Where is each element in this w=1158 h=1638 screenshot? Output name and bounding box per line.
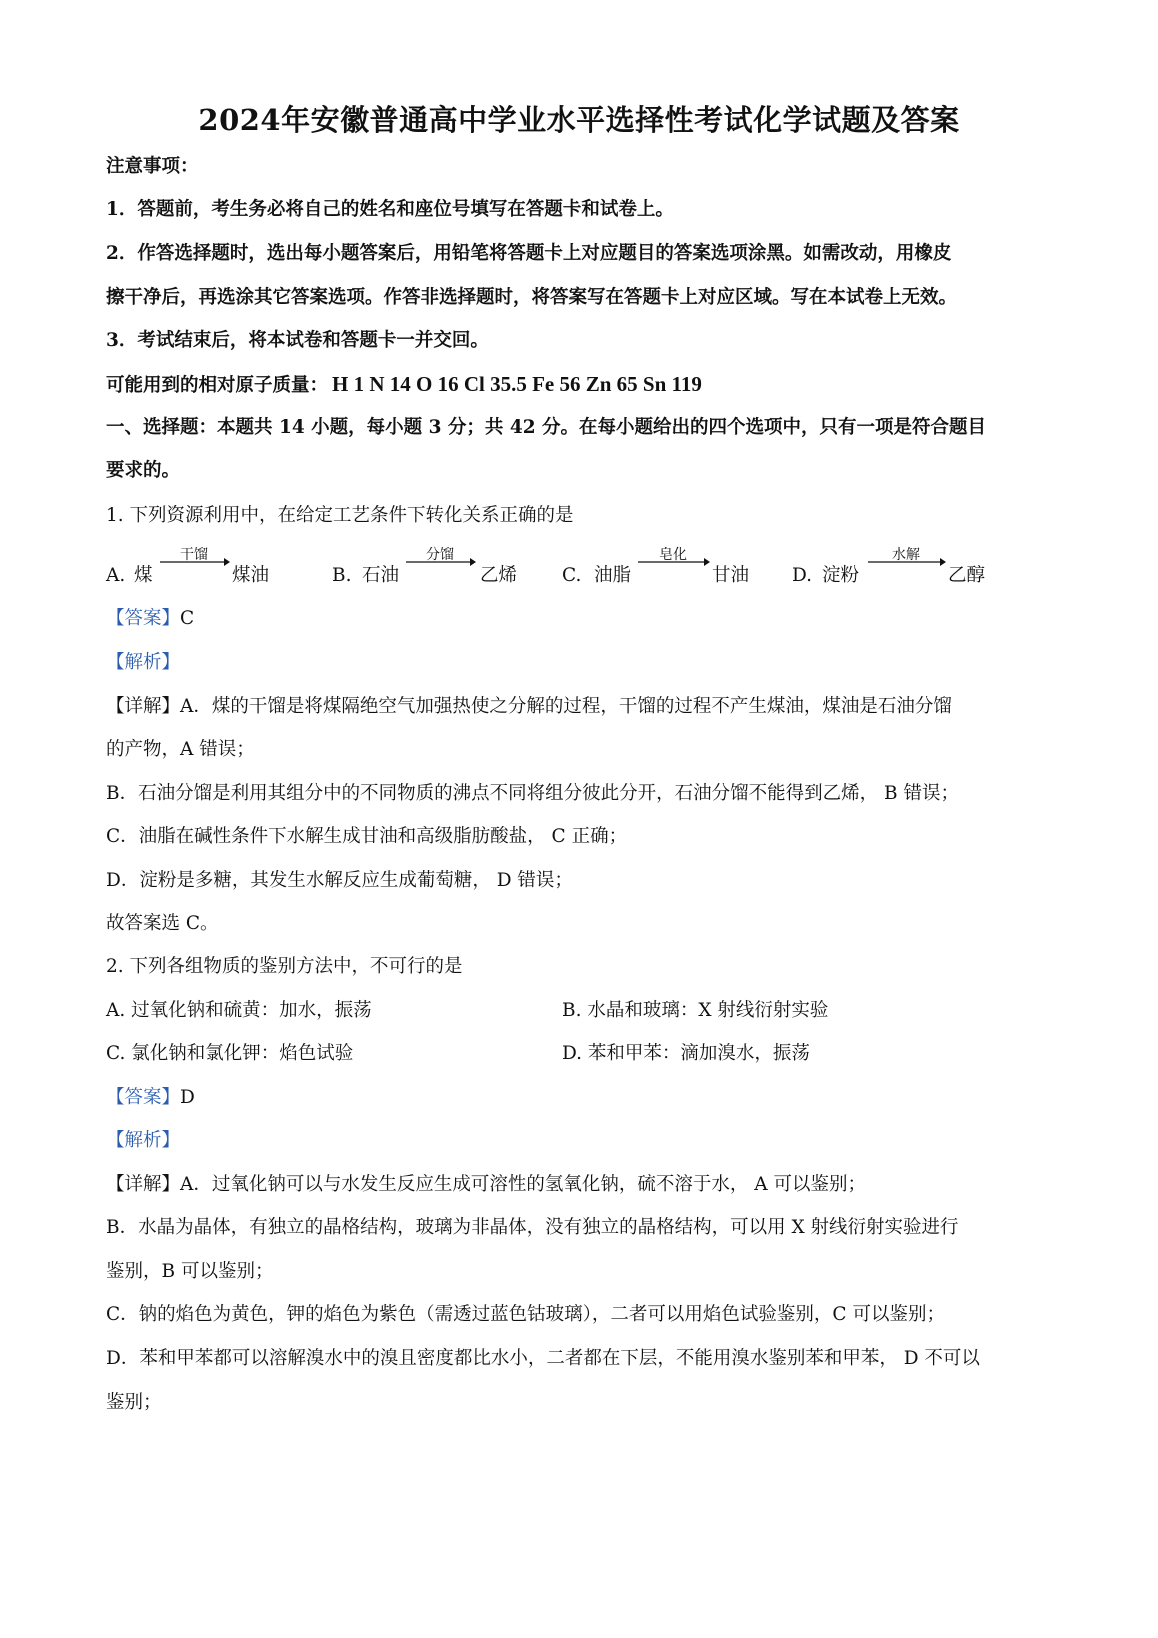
q1-option-d-to: 乙醇 <box>948 565 986 586</box>
q1-analysis-label: 【解析】 <box>106 652 181 673</box>
notice-item-1: 1．答题前，考生务必将自己的姓名和座位号填写在答题卡和试卷上。 <box>106 199 674 220</box>
q2-option-d: D. 苯和甲苯：滴加溴水，振荡 <box>562 1043 810 1064</box>
q2-analysis-label: 【解析】 <box>106 1130 181 1151</box>
q1-option-a-to: 煤油 <box>232 565 270 586</box>
arrow-icon <box>636 556 710 568</box>
q2-detail-line-3: 鉴别，B 可以鉴别； <box>106 1261 274 1282</box>
notice-item-3: 3．考试结束后，将本试卷和答题卡一并交回。 <box>106 330 489 351</box>
q1-option-b-condition: 分馏 <box>426 547 454 563</box>
section1-heading-cont: 要求的。 <box>106 460 181 481</box>
q2-detail-line-2: B．水晶为晶体，有独立的晶格结构，玻璃为非晶体，没有独立的晶格结构，可以用 X 射线衍射实验进行 <box>106 1217 959 1238</box>
notice-item-2-cont: 擦干净后，再选涂其它答案选项。作答非选择题时，将答案写在答题卡上对应区域。写在本试卷上无效。 <box>106 287 958 308</box>
q1-option-d-letter: D. <box>792 565 813 586</box>
q1-answer-label: 【答案】 <box>106 608 181 629</box>
q2-option-b: B. 水晶和玻璃：X 射线衍射实验 <box>562 1000 829 1021</box>
arrow-icon <box>404 556 476 568</box>
page-title: 2024年安徽普通高中学业水平选择性考试化学试题及答案 <box>198 103 960 137</box>
q1-option-c-letter: C. <box>562 565 582 586</box>
q2-stem: 2. 下列各组物质的鉴别方法中，不可行的是 <box>106 956 463 977</box>
q1-option-a-from: 煤 <box>134 565 153 586</box>
q1-stem: 1. 下列资源利用中，在给定工艺条件下转化关系正确的是 <box>106 505 574 526</box>
arrow-icon <box>158 556 230 568</box>
notice-heading: 注意事项： <box>106 156 199 177</box>
q1-option-b-arrow <box>404 546 476 576</box>
q2-answer-value: D <box>180 1087 195 1108</box>
q1-detail-line-4: C．油脂在碱性条件下水解生成甘油和高级脂肪酸盐， C 正确； <box>106 826 628 847</box>
q1-option-d-condition: 水解 <box>892 547 920 563</box>
q2-answer-label: 【答案】 <box>106 1087 181 1108</box>
q2-option-c: C. 氯化钠和氯化钾：焰色试验 <box>106 1043 354 1064</box>
arrow-icon <box>866 556 946 568</box>
q1-option-c-condition: 皂化 <box>659 547 687 563</box>
q2-detail-line-6: 鉴别； <box>106 1392 162 1413</box>
q1-detail-line-2: 的产物，A 错误； <box>106 739 255 760</box>
section1-heading: 一、选择题：本题共 14 小题，每小题 3 分；共 42 分。在每小题给出的四个选项中，只有一项是符合题目 <box>106 417 987 438</box>
q2-detail-label: 【详解】 <box>106 1174 181 1195</box>
q2-detail-line-5: D．苯和甲苯都可以溶解溴水中的溴且密度都比水小，二者都在下层，不能用溴水鉴别苯和甲苯， D 不可以 <box>106 1348 980 1369</box>
atomic-mass-line <box>106 371 1066 399</box>
q1-option-c-arrow <box>636 546 710 576</box>
q1-detail-text-1: A．煤的干馏是将煤隔绝空气加强热使之分解的过程，干馏的过程不产生煤油，煤油是石油分馏 <box>180 696 952 717</box>
q1-option-c-from: 油脂 <box>594 565 632 586</box>
q1-detail-line-5: D．淀粉是多糖，其发生水解反应生成葡萄糖， D 错误； <box>106 870 573 891</box>
q2-answer-line <box>106 1085 1066 1111</box>
q2-detail-text-1: A．过氧化钠可以与水发生反应生成可溶性的氢氧化钠，硫不溶于水， A 可以鉴别； <box>180 1174 867 1195</box>
atomic-mass-values: H 1 N 14 O 16 Cl 35.5 Fe 56 Zn 65 Sn 119 <box>332 372 702 396</box>
q1-detail-line-6: 故答案选 C。 <box>106 913 219 934</box>
q1-detail-label: 【详解】 <box>106 696 181 717</box>
q1-option-b-from: 石油 <box>362 565 400 586</box>
q1-option-b-to: 乙烯 <box>480 565 518 586</box>
q2-detail-line-1 <box>106 1172 1066 1198</box>
q1-option-c-to: 甘油 <box>712 565 750 586</box>
notice-item-2: 2．作答选择题时，选出每小题答案后，用铅笔将答题卡上对应题目的答案选项涂黑。如需改动，用橡皮 <box>106 243 952 264</box>
q1-detail-line-1 <box>106 694 1066 720</box>
q1-answer-line <box>106 606 1066 632</box>
q1-option-d-arrow <box>866 546 946 576</box>
q1-option-a-arrow <box>158 546 230 576</box>
q1-option-b-letter: B. <box>332 565 352 586</box>
q1-answer-value: C <box>180 608 195 629</box>
q1-option-a-condition: 干馏 <box>180 547 208 563</box>
q2-detail-line-4: C．钠的焰色为黄色，钾的焰色为紫色（需透过蓝色钴玻璃），二者可以用焰色试验鉴别，C 可以鉴别； <box>106 1304 945 1325</box>
atomic-mass-label: 可能用到的相对原子质量： <box>106 375 329 396</box>
q1-option-a-letter: A. <box>106 565 126 586</box>
q2-option-a: A. 过氧化钠和硫黄：加水，振荡 <box>106 1000 372 1021</box>
q1-detail-line-3: B．石油分馏是利用其组分中的不同物质的沸点不同将组分彼此分开，石油分馏不能得到乙烯， B 错误； <box>106 783 959 804</box>
q1-option-d-from: 淀粉 <box>822 565 860 586</box>
